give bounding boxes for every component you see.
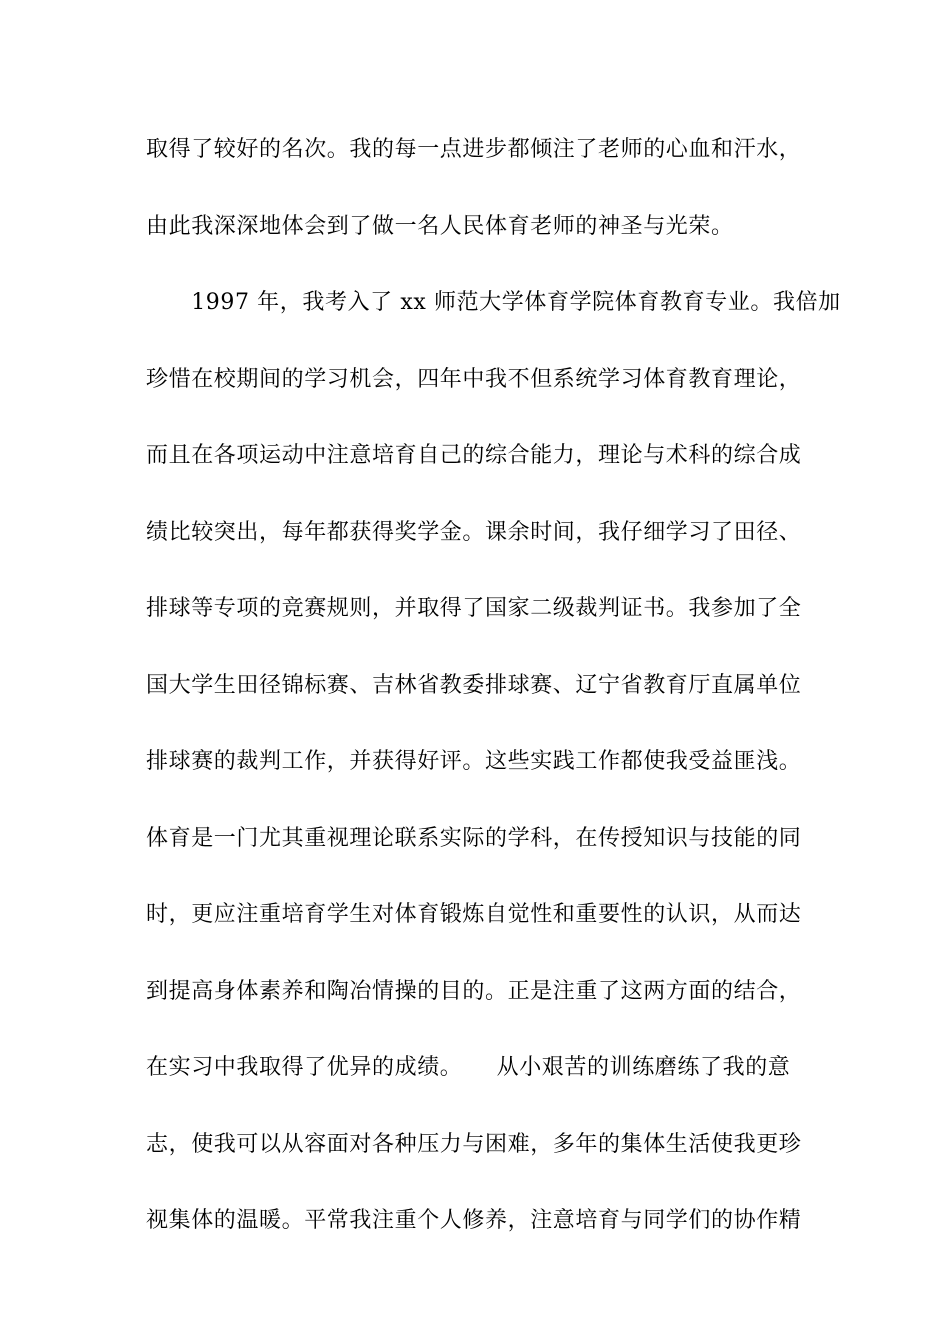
text-line: 排球等专项的竞赛规则，并取得了国家二级裁判证书。我参加了全 (146, 596, 802, 621)
text-line: 时，更应注重培育学生对体育锻炼自觉性和重要性的认识，从而达 (146, 902, 802, 927)
text-line: 到提高身体素养和陶冶情操的目的。正是注重了这两方面的结合， (146, 979, 802, 1004)
text-line: 绩比较突出，每年都获得奖学金。课余时间，我仔细学习了田径、 (146, 520, 802, 545)
text-line: 视集体的温暖。平常我注重个人修养，注意培育与同学们的协作精 (146, 1208, 802, 1233)
text-line: 1997 年，我考入了 xx 师范大学体育学院体育教育专业。我倍加 (146, 290, 841, 315)
text-line: 取得了较好的名次。我的每一点进步都倾注了老师的心血和汗水， (146, 137, 802, 162)
text-line: 珍惜在校期间的学习机会，四年中我不但系统学习体育教育理论， (146, 367, 802, 392)
text-line: 体育是一门尤其重视理论联系实际的学科，在传授知识与技能的同 (146, 826, 802, 851)
text-line: 而且在各项运动中注意培育自己的综合能力，理论与术科的综合成 (146, 443, 802, 468)
text-line: 由此我深深地体会到了做一名人民体育老师的神圣与光荣。 (146, 214, 734, 239)
text-line: 国大学生田径锦标赛、吉林省教委排球赛、辽宁省教育厅直属单位 (146, 673, 802, 698)
text-line: 志，使我可以从容面对各种压力与困难，多年的集体生活使我更珍 (146, 1132, 802, 1157)
text-line: 排球赛的裁判工作，并获得好评。这些实践工作都使我受益匪浅。 (146, 749, 802, 774)
text-line: 在实习中我取得了优异的成绩。 从小艰苦的训练磨练了我的意 (146, 1055, 791, 1080)
